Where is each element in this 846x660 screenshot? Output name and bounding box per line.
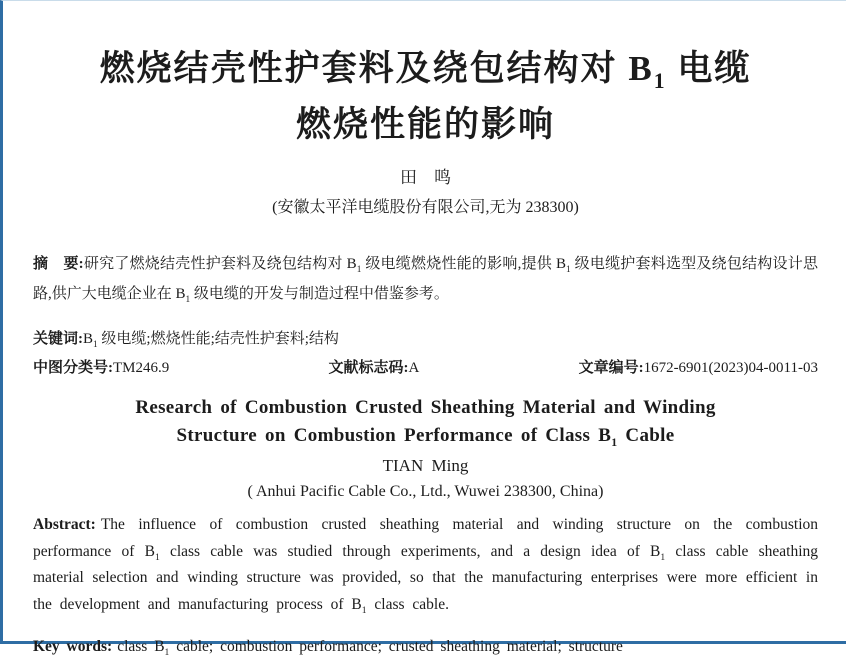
article-id	[579, 354, 818, 382]
title-en-line2: Structure on Combustion Performance of Class $B_1$ Cable	[176, 425, 675, 449]
document-code-value: A	[408, 360, 420, 376]
author-cn: 田 鸣	[400, 168, 451, 187]
abstract-en-text: The influence of combustion crusted sheathing material and winding structure on the combustion performance of $B_1$ class cable was studied through experiments, and a design idea of $B_1$ class cable sheathing material selection and winding structure was provided, so that the manufacturing enterprises were more efficient in the development and manufacturing process of $B_1$ class cable.	[33, 516, 819, 616]
title-en-line1: Research of Combustion Crusted Sheathing Material and Winding	[135, 397, 716, 418]
abstract-cn-label: 摘 要:	[33, 256, 84, 272]
paper-title-cn	[33, 41, 818, 153]
title-cn-line1: 燃烧结壳性护套料及绕包结构对 $B_1$ 电缆	[99, 49, 752, 93]
clc-label: 中图分类号:	[33, 360, 113, 376]
abstract-cn	[33, 249, 818, 309]
keywords-en-label: Key words:	[33, 637, 113, 655]
keywords-cn	[33, 324, 818, 354]
affiliation-cn: (安徽太平洋电缆股份有限公司,无为 238300)	[272, 199, 579, 216]
abstract-cn-text: 研究了燃烧结壳性护套料及绕包结构对 $B_1$ 级电缆燃烧性能的影响,提供 $B_1$ 级电缆护套料选型及绕包结构设计思路,供广大电缆企业在 $B_1$ 级电缆的开发与制造过程中借鉴参考。	[33, 256, 818, 305]
author-en: TIAN Ming	[382, 456, 469, 475]
meta-row	[33, 354, 818, 382]
document-code-label: 文献标志码:	[328, 360, 409, 376]
clc-number	[33, 354, 169, 382]
clc-value: TM246.9	[113, 360, 170, 376]
document-code	[328, 354, 419, 382]
keywords-en	[33, 634, 818, 660]
keywords-cn-text: $B_1$ 级电缆;燃烧性能;结壳性护套料;结构	[83, 331, 339, 350]
keywords-cn-label: 关键词:	[33, 331, 83, 347]
paper-title-en	[33, 394, 818, 450]
article-id-value: 1672-6901(2023)04-0011-03	[643, 360, 818, 376]
affiliation-en: ( Anhui Pacific Cable Co., Ltd., Wuwei 238300, China)	[247, 483, 604, 500]
article-id-label: 文章编号:	[578, 360, 644, 376]
abstract-en-label: Abstract:	[33, 516, 96, 533]
title-cn-line2: 燃烧性能的影响	[295, 105, 555, 144]
keywords-en-text: class $B_1$ cable; combustion performance; crusted sheathing material; structure	[117, 637, 623, 658]
abstract-en	[33, 512, 818, 618]
